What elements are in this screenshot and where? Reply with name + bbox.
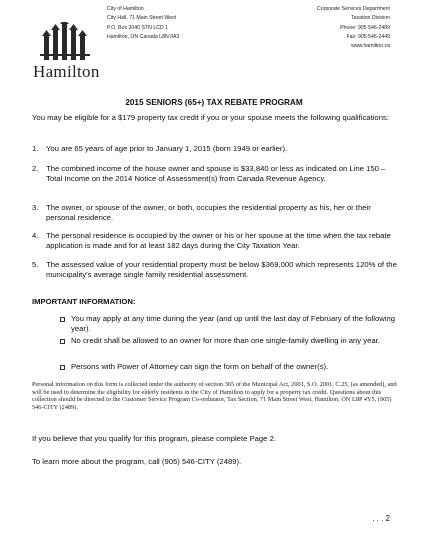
dept-line: Phone: 905 546-2489 xyxy=(340,24,390,31)
item-text: You are 65 years of age prior to January 1, 2015 (born 1949 or earlier). xyxy=(46,144,288,153)
qualification-item xyxy=(32,144,402,154)
city-address xyxy=(107,5,179,42)
item-text: The assessed value of your residential property must be below $369,000 which represents 120% of the municipality's average single family residential assessment. xyxy=(46,260,397,279)
intro-paragraph: You may be eligible for a $179 property tax credit if you or your spouse meets the following qualifications: xyxy=(32,113,389,122)
address-line: City Hall, 71 Main Street West xyxy=(107,15,177,22)
checkbox-bullet-icon xyxy=(60,365,65,370)
important-heading: IMPORTANT INFORMATION: xyxy=(32,297,136,306)
bullet-text: Persons with Power of Attorney can sign the form on behalf of the owner(s). xyxy=(71,362,329,371)
checkbox-bullet-icon xyxy=(60,339,65,344)
address-line: Hamilton, ON Canada L8N 0A3 xyxy=(107,33,180,40)
department-contact xyxy=(317,5,390,51)
logo-wordmark: Hamilton xyxy=(33,62,100,81)
page-number: . . . 2 xyxy=(372,514,390,523)
item-number: 3. xyxy=(32,203,39,212)
qualification-item xyxy=(32,203,402,223)
info-bullet xyxy=(60,362,400,372)
item-number: 4. xyxy=(32,231,39,240)
info-bullet xyxy=(60,314,400,334)
qualification-item xyxy=(32,260,402,280)
item-text: The combined income of the house owner and spouse is $33,840 or less as indicated on Line 150 – Total Income on the 2014 Notice of Assessment(s) from Canada Revenue Agency. xyxy=(46,164,386,183)
dept-line: Fax: 905 546-2449 xyxy=(346,33,390,40)
item-number: 2. xyxy=(32,164,39,173)
qualification-item xyxy=(32,164,402,184)
bullet-text: You may apply at any time during the year (and up until the last day of February of the following year). xyxy=(71,314,396,333)
dept-line: Taxation Division xyxy=(351,15,390,22)
page-title: 2015 SENIORS (65+) TAX REBATE PROGRAM xyxy=(125,98,303,107)
address-line: P.O. Box 2040 STN LCD 1 xyxy=(107,24,169,31)
address-line: City of Hamilton xyxy=(107,6,144,12)
item-text: The owner, or spouse of the owner, or both, occupies the residential property as his, her or their personal residence. xyxy=(46,203,371,222)
item-number: 5. xyxy=(32,260,39,269)
qualification-item xyxy=(32,231,402,251)
website-link[interactable]: www.hamilton.ca xyxy=(351,43,390,50)
item-text: The personal residence is occupied by the owner or his or her spouse at the time when the tax rebate application is made and for at least 182 days during the City Taxation Year. xyxy=(46,231,391,250)
privacy-notice: Personal information on this form is collected under the authority of section 365 of the Municipal Act, 2001, S.O. 2001, C.25, (as amended), and will be used to determine the eligibility for elderly residents in the City of Hamilton to apply for a property tax credit. Questions about this collection should be directed to the Customer Service Program Co-ordinator, Tax Section, 71 Main Street West, Hamilton, ON L8P 4Y5, (905) 546-CITY (2489). xyxy=(32,381,397,412)
dept-line: Corporate Services Department xyxy=(317,6,390,12)
checkbox-bullet-icon xyxy=(60,317,65,322)
bullet-text: No credit shall be allowed to an owner for more than one single-family dwelling in any year. xyxy=(71,336,380,345)
qualify-instruction: If you believe that you qualify for this program, please complete Page 2. xyxy=(32,434,277,443)
info-bullet xyxy=(60,336,400,346)
item-number: 1. xyxy=(32,144,39,153)
contact-instruction: To learn more about the program, call (905) 546-CITY (2489). xyxy=(32,457,242,466)
